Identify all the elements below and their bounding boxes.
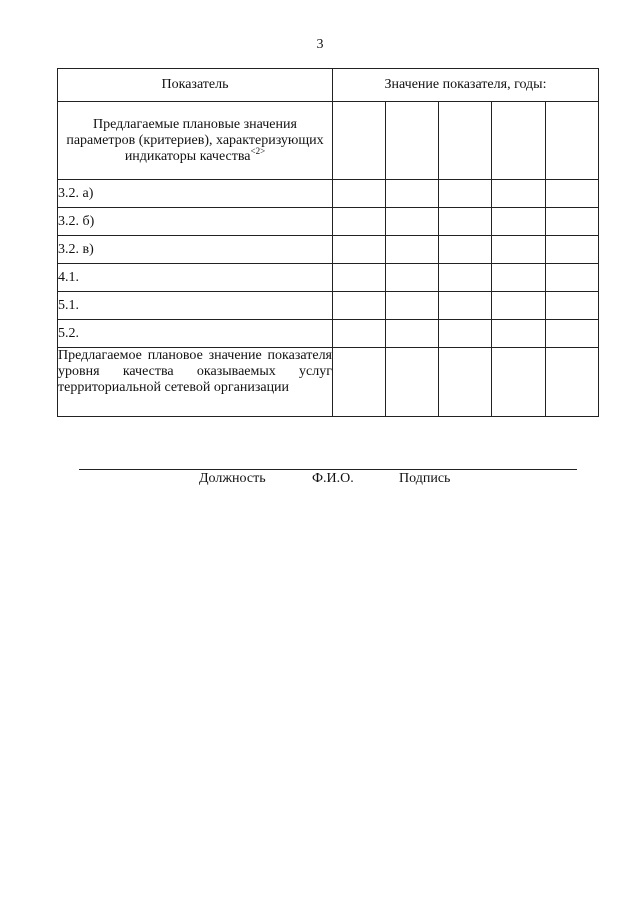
subheader-cell <box>58 102 333 180</box>
value-cell <box>492 180 546 208</box>
row-label: 5.1. <box>58 292 333 320</box>
value-cell <box>333 292 386 320</box>
row-label: 5.2. <box>58 320 333 348</box>
table-row <box>58 180 599 208</box>
signature-label: Подпись <box>399 471 451 486</box>
value-cell <box>386 292 439 320</box>
value-cell <box>546 208 599 236</box>
signature-line <box>79 469 577 470</box>
subheader-text: Предлагаемые плановые значения параметров (критериев), характеризующих индикаторы качества <box>66 116 324 164</box>
year-cell-2 <box>386 102 439 180</box>
value-cell <box>333 208 386 236</box>
value-cell <box>333 180 386 208</box>
value-cell <box>386 320 439 348</box>
footnote-marker: <2> <box>250 145 266 156</box>
value-cell <box>439 264 492 292</box>
value-cell <box>492 208 546 236</box>
value-cell <box>386 236 439 264</box>
value-cell <box>333 320 386 348</box>
value-cell <box>439 320 492 348</box>
value-cell <box>546 180 599 208</box>
value-cell <box>386 348 439 417</box>
table-header-row <box>58 69 599 102</box>
value-cell <box>386 180 439 208</box>
indicator-table <box>57 68 599 417</box>
value-cell <box>333 236 386 264</box>
value-cell <box>492 236 546 264</box>
row-label: 3.2. а) <box>58 180 333 208</box>
table-row <box>58 208 599 236</box>
position-label: Должность <box>199 471 266 486</box>
indicator-column-header: Показатель <box>58 69 333 102</box>
table-row <box>58 264 599 292</box>
value-cell <box>439 236 492 264</box>
value-cell <box>492 348 546 417</box>
value-cell <box>386 208 439 236</box>
value-cell <box>386 264 439 292</box>
value-cell <box>333 264 386 292</box>
table-row <box>58 292 599 320</box>
value-cell <box>546 264 599 292</box>
row-label: 4.1. <box>58 264 333 292</box>
planned-value-label: Предлагаемое плановое значение показателя уровня качества оказываемых услуг территориальной сетевой организации <box>58 348 333 417</box>
value-column-header: Значение показателя, годы: <box>333 69 599 102</box>
value-cell <box>333 348 386 417</box>
table-subheader-row <box>58 102 599 180</box>
table-row <box>58 320 599 348</box>
value-cell <box>546 348 599 417</box>
value-cell <box>439 292 492 320</box>
year-cell-1 <box>333 102 386 180</box>
table-row <box>58 236 599 264</box>
page-number: 3 <box>316 37 324 52</box>
year-cell-4 <box>492 102 546 180</box>
value-cell <box>546 236 599 264</box>
full-name-label: Ф.И.О. <box>312 471 354 486</box>
row-label: 3.2. б) <box>58 208 333 236</box>
table-row-planned-value <box>58 348 599 417</box>
value-cell <box>492 264 546 292</box>
row-label: 3.2. в) <box>58 236 333 264</box>
year-cell-5 <box>546 102 599 180</box>
value-cell <box>546 292 599 320</box>
value-cell <box>492 320 546 348</box>
year-cell-3 <box>439 102 492 180</box>
value-cell <box>546 320 599 348</box>
value-cell <box>492 292 546 320</box>
value-cell <box>439 180 492 208</box>
value-cell <box>439 208 492 236</box>
value-cell <box>439 348 492 417</box>
